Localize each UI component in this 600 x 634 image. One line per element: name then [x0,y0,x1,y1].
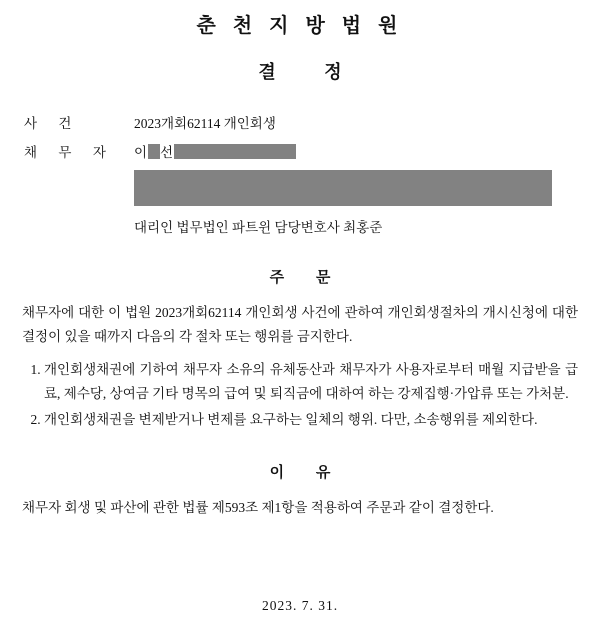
section-heading-order: 주 문 [269,270,345,286]
section-heading-reason: 이 유 [269,465,345,482]
redaction-bar-name [174,144,296,159]
document-page [0,14,600,634]
field-label-case: 사 건 [24,116,81,131]
field-row-case [22,112,578,132]
document-type-title: 결 정 [258,62,364,82]
case-fields [22,112,578,236]
field-label-debtor: 채 무 자 [24,145,115,160]
legal-representative-line: 대리인 법무법인 파트윈 담당변호사 최홍준 [134,220,383,235]
field-value-debtor [134,141,578,161]
order-item-list [22,358,578,431]
redaction-bar-small [148,144,160,159]
redaction-block-address [134,170,552,206]
debtor-name-first-char: 이 [134,145,148,160]
decision-date: 2023. 7. 31. [261,598,339,613]
debtor-name-second-char: 선 [160,145,174,160]
list-item: 1. 개인회생채권에 기하여 채무자 소유의 유체동산과 채무자가 사용자로부터 매월 지급받을 급료, 제수당, 상여금 기타 명목의 급여 및 퇴직금에 대하여 하는 강제집행·가압류 또는 가처분. [44,358,578,405]
reason-paragraph: 채무자 회생 및 파산에 관한 법률 제593조 제1항을 적용하여 주문과 같이 결정한다. [22,500,494,516]
field-value-case: 2023개회62114 개인회생 [134,116,276,131]
order-paragraph: 채무자에 대한 이 법원 2023개회62114 개인회생 사건에 관하여 개인회생절차의 개시신청에 대한 결정이 있을 때까지 다음의 각 절차 또는 행위를 금지한다. [22,305,578,344]
court-title: 춘 천 지 방 법 원 [196,15,404,37]
list-item: 2. 개인회생채권을 변제받거나 변제를 요구하는 일체의 행위. 다만, 소송행위를 제외한다. [44,408,578,432]
field-row-debtor [22,141,578,161]
